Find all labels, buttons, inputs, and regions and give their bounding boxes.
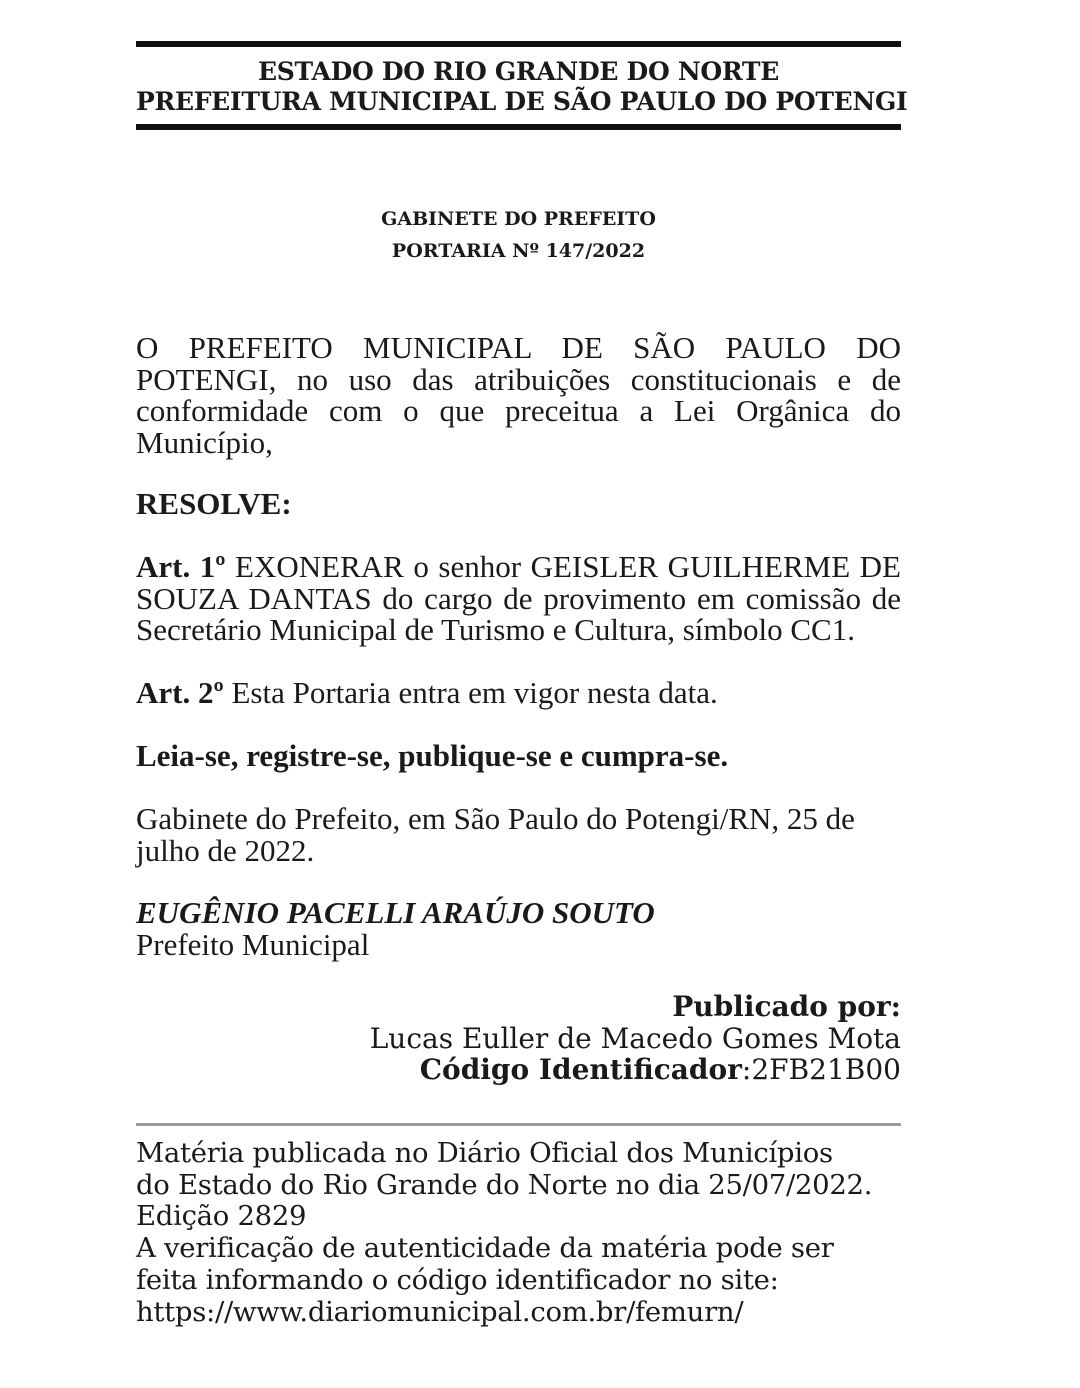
article-1 (136, 551, 901, 646)
identifier-code-separator: : (741, 1053, 752, 1086)
municipality-name: PREFEITURA MUNICIPAL DE SÃO PAULO DO POTENGI (136, 87, 908, 116)
document-title (136, 203, 901, 267)
footer-divider (136, 1123, 901, 1126)
footer-line-1: Matéria publicada no Diário Oficial dos Municípios (136, 1137, 833, 1169)
resolve-heading: RESOLVE: (136, 486, 292, 521)
article-2-label: Art. 2º (136, 675, 224, 710)
signatory-role: Prefeito Municipal (136, 927, 370, 962)
footer-line-2: do Estado do Rio Grande do Norte no dia 25/07/2022. (136, 1168, 873, 1201)
verification-url: https://www.diariomunicipal.com.br/femurn/ (136, 1295, 744, 1328)
footer-line-5: feita informando o código identificador no site: (136, 1263, 779, 1296)
state-name: ESTADO DO RIO GRANDE DO NORTE (258, 57, 779, 86)
published-by-label: Publicado por: (672, 990, 901, 1023)
intro-paragraph: O PREFEITO MUNICIPAL DE SÃO PAULO DO POTENGI, no uso das atribuições constitucionais e de conformidade com o que preceitua a Lei Orgânica do Município, (136, 330, 901, 460)
footer-line-4: A verificação de autenticidade da matéria pode ser (136, 1232, 834, 1265)
signatory-name: EUGÊNIO PACELLI ARAÚJO SOUTO (136, 895, 655, 930)
place-date: Gabinete do Prefeito, em São Paulo do Potengi/RN, 25 de julho de 2022. (136, 801, 855, 868)
article-2-text: Esta Portaria entra em vigor nesta data. (223, 675, 718, 710)
publisher-name: Lucas Euller de Macedo Gomes Mota (369, 1021, 901, 1055)
closing-formula: Leia-se, registre-se, publique-se e cumpra-se. (136, 738, 729, 773)
publication-info (136, 991, 901, 1086)
identifier-code-label: Código Identificador (419, 1053, 742, 1086)
article-1-label: Art. 1º (136, 549, 226, 584)
portaria-number: PORTARIA Nº 147/2022 (391, 240, 646, 262)
identifier-code: 2FB21B00 (751, 1053, 901, 1086)
document-header (136, 41, 908, 130)
article-1-text: EXONERAR o senhor GEISLER GUILHERME DE SOUZA DANTAS do cargo de provimento em comissão de Secretário Municipal de Turismo e Cultura, símbolo CC1. (136, 549, 901, 647)
publication-footer (136, 1138, 916, 1328)
article-2 (136, 677, 901, 709)
office-title: GABINETE DO PREFEITO (381, 208, 656, 230)
footer-edition: Edição 2829 (136, 1200, 307, 1233)
identifier-code-line (136, 1054, 901, 1086)
